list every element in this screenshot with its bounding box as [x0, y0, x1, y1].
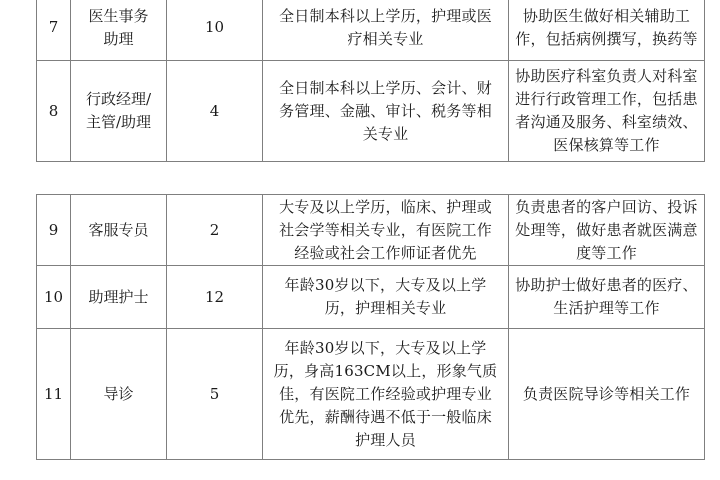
- responsibilities-line: 医保核算等工作: [553, 136, 660, 154]
- responsibilities-line: 负责患者的客户回访、投诉: [515, 197, 698, 216]
- requirements: [263, 0, 509, 61]
- requirements-line: 年龄30岁以下，大专及以上学: [284, 276, 487, 294]
- job-title-line: 导诊: [103, 384, 134, 403]
- table-row: [37, 61, 705, 162]
- headcount: [167, 266, 263, 329]
- requirements: [263, 329, 509, 460]
- table-row: [37, 266, 705, 329]
- job-title-line: 主管/助理: [85, 113, 152, 131]
- row-number: [37, 61, 71, 162]
- table-row: [37, 329, 705, 460]
- responsibilities-line: 协助医疗科室负责人对科室: [515, 67, 698, 85]
- row-number: [37, 195, 71, 266]
- requirements-line: 佳，有医院工作经验或护理专业: [279, 384, 492, 403]
- headcount: [167, 0, 263, 61]
- job-title: [71, 195, 167, 266]
- requirements-line: 历，身高163CM以上，形象气质: [273, 361, 498, 380]
- row-number: [37, 329, 71, 460]
- headcount-line: 2: [209, 220, 220, 239]
- headcount: [167, 195, 263, 266]
- headcount-line: 10: [204, 18, 225, 36]
- requirements-line: 历，护理相关专业: [324, 299, 447, 317]
- headcount-line: 12: [204, 287, 225, 306]
- job-title-line: 助理护士: [88, 287, 149, 306]
- table-gap: [0, 187, 720, 194]
- responsibilities-line: 协助医生做好相关辅助工: [522, 6, 691, 25]
- headcount: [167, 329, 263, 460]
- requirements-line: 大专及以上学历，临床、护理或: [279, 197, 492, 216]
- requirements-line: 疗相关专业: [347, 29, 424, 48]
- responsibilities: [509, 61, 705, 162]
- responsibilities-line: 者沟通及服务、科室绩效、: [515, 113, 698, 131]
- responsibilities-line: 进行行政管理工作，包括患: [515, 90, 698, 108]
- responsibilities: [509, 0, 705, 61]
- requirements-line: 经验或社会工作师证者优先: [294, 243, 477, 262]
- requirements: [263, 61, 509, 162]
- requirements-line: 务管理、金融、审计、税务等相: [279, 101, 492, 120]
- table-row: [37, 195, 705, 266]
- job-title: [71, 0, 167, 61]
- job-title-line: 医生事务: [88, 6, 149, 25]
- row-number-line: 9: [48, 220, 59, 239]
- headcount-line: 4: [209, 101, 220, 120]
- headcount-line: 5: [209, 384, 220, 403]
- row-number-line: 11: [43, 384, 64, 403]
- requirements-line: 关专业: [362, 124, 409, 143]
- requirements-line: 优先，薪酬待遇不低于一般临床: [279, 407, 492, 426]
- job-title: [71, 266, 167, 329]
- job-title-line: 助理: [103, 29, 134, 48]
- row-number: [37, 0, 71, 61]
- row-number: [37, 266, 71, 329]
- responsibilities-line: 作，包括病例撰写，换药等: [515, 29, 698, 48]
- responsibilities: [509, 195, 705, 266]
- responsibilities: [509, 266, 705, 329]
- requirements-line: 全日制本科以上学历、会计、财: [279, 78, 492, 97]
- row-number-line: 7: [48, 18, 59, 36]
- job-title-line: 客服专员: [88, 220, 149, 239]
- responsibilities-line: 生活护理等工作: [553, 299, 660, 317]
- responsibilities-line: 处理等，做好患者就医满意: [515, 220, 698, 239]
- requirements: [263, 195, 509, 266]
- requirements-line: 年龄30岁以下，大专及以上学: [284, 338, 487, 357]
- row-number-line: 8: [48, 101, 59, 120]
- requirements: [263, 266, 509, 329]
- job-table-part-1: [36, 0, 705, 162]
- requirements-line: 全日制本科以上学历，护理或医: [279, 6, 492, 25]
- job-title-line: 行政经理/: [85, 90, 152, 108]
- requirements-line: 社会学等相关专业，有医院工作: [279, 220, 492, 239]
- responsibilities-line: 负责医院导诊等相关工作: [522, 384, 691, 403]
- job-table-part-2: [36, 194, 705, 460]
- table-row: [37, 0, 705, 61]
- responsibilities-line: 度等工作: [576, 243, 637, 262]
- responsibilities: [509, 329, 705, 460]
- row-number-line: 10: [43, 287, 64, 306]
- headcount: [167, 61, 263, 162]
- job-title: [71, 61, 167, 162]
- requirements-line: 护理人员: [355, 430, 416, 449]
- responsibilities-line: 协助护士做好患者的医疗、: [515, 276, 698, 294]
- job-title: [71, 329, 167, 460]
